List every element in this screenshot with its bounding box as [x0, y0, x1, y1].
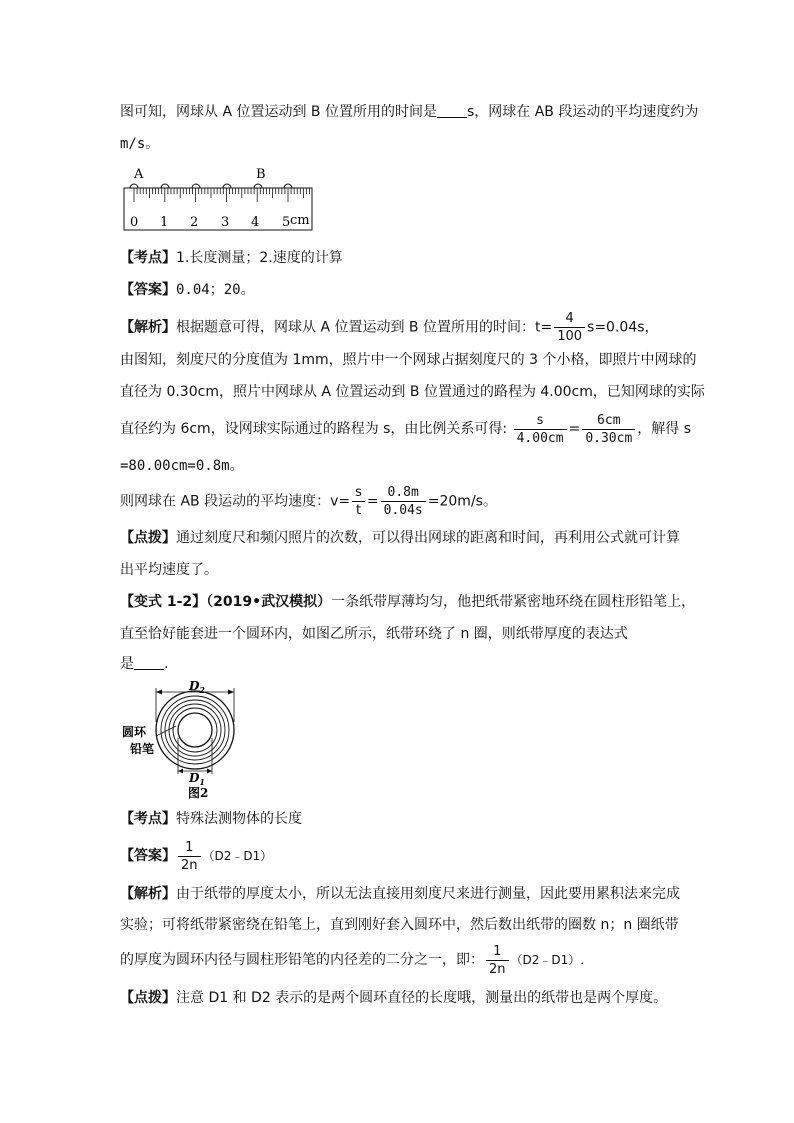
- frac-den: 4.00cm: [516, 430, 564, 446]
- dianbo-1-line-1: [120, 528, 680, 548]
- frac-num: s: [514, 412, 567, 430]
- section-label: 【解析】: [120, 319, 176, 336]
- frac-num: 6cm: [582, 412, 635, 430]
- frac-num: 4: [554, 310, 585, 328]
- fraction-r1: [514, 412, 567, 447]
- dianbo-1-line-2: 出平均速度了。: [120, 562, 218, 578]
- section-text: 通过刻度尺和频闪照片的次数，可以得出网球的距离和时间，再利用公式就可计算: [176, 530, 680, 546]
- ring-pencil-figure: [118, 678, 248, 800]
- section-text: （D2﹣D1）: [202, 849, 273, 863]
- ring: [173, 708, 217, 752]
- answer-2: [120, 838, 272, 874]
- answer-blank: [134, 655, 164, 670]
- frac-num: 1: [178, 839, 201, 857]
- jiexi-1-line-2: 由图知，刻度尺的分度值为 1mm，照片中一个网球占据刻度尺的 3 个小格，即照片中网球的: [120, 352, 697, 368]
- equals: =: [568, 421, 581, 437]
- label-b: B: [256, 167, 266, 182]
- bianshi-line-1: [120, 592, 695, 612]
- arrow: [228, 690, 234, 695]
- section-text: ，解得 s: [637, 421, 692, 437]
- ring: [169, 704, 221, 756]
- jiexi-2-line-2: 实验；可将纸带紧密绕在铅笔上，直到刚好套入圆环中，然后数出纸带的圈数 n；n 圈纸带: [120, 917, 679, 933]
- equals: =: [366, 493, 379, 510]
- section-text: 的厚度为圆环内径与圆柱形铅笔的内径差的二分之一，即：: [120, 952, 484, 968]
- jiexi-2-line-3: [120, 942, 584, 978]
- ring-label: 圆环: [122, 725, 147, 739]
- bianshi-line-3: [120, 654, 168, 674]
- tick-label: 5: [282, 215, 291, 230]
- section-label: 【解析】: [120, 886, 176, 902]
- kaodian-2: [120, 809, 302, 829]
- frac-den: t: [355, 503, 362, 518]
- frac-num: 1: [486, 943, 509, 961]
- frac-den: 0.04s: [383, 503, 423, 518]
- frac-den: 2n: [489, 961, 506, 977]
- intro-line-1: [120, 102, 698, 122]
- pencil: [178, 713, 212, 747]
- frac-den: 100: [557, 329, 583, 344]
- arrow: [156, 690, 162, 695]
- fraction-t: [554, 310, 585, 345]
- section-text: =20m/s。: [427, 493, 497, 510]
- d1-label: $D_1$: [189, 771, 205, 787]
- section-text: 由于纸带的厚度太小，所以无法直接用刻度尺来进行测量，因此要用累积法来完成: [176, 886, 680, 902]
- section-text: 0.04；20。: [176, 282, 255, 298]
- jiexi-1-line-5: =80.00cm=0.8m。: [120, 458, 244, 474]
- section-label: 【答案】: [120, 848, 176, 864]
- arrow: [178, 769, 183, 774]
- tick-label: 0: [130, 215, 139, 230]
- frac-num: s: [352, 484, 365, 502]
- fraction-r2: [582, 412, 635, 447]
- section-text: 1.长度测量；2.速度的计算: [176, 250, 343, 266]
- jiexi-1-line-1: [120, 310, 659, 345]
- bianshi-line-2: 直至恰好能套进一个圆环内，如图乙所示，纸带环绕了 n 圈，则纸带厚度的表达式: [120, 626, 628, 642]
- frac-num: 0.8m: [381, 484, 426, 502]
- fraction-jiexi: [486, 943, 509, 978]
- dianbo-2: [120, 988, 667, 1008]
- arrow: [207, 769, 212, 774]
- answer-blank: [437, 103, 467, 118]
- d2-label: $D_2$: [189, 679, 205, 695]
- tick-label: 2: [190, 215, 199, 230]
- fraction-v1: [352, 484, 365, 519]
- intro-text: 图可知，网球从 A 位置运动到 B 位置所用的时间是: [120, 104, 437, 120]
- section-text: 则网球在 AB 段运动的平均速度：v=: [120, 493, 351, 510]
- jiexi-1-line-4: [120, 411, 691, 447]
- section-text: s=0.04s，: [587, 319, 659, 336]
- kaodian-1: [120, 248, 343, 268]
- jiexi-2-line-1: [120, 884, 680, 904]
- jiexi-1-line-3: 直径为 0.30cm，照片中网球从 A 位置运动到 B 位置通过的路程为 4.00cm，已知网球的实际: [120, 384, 705, 400]
- figure-caption: 图2: [188, 786, 209, 800]
- section-label: 【点拨】: [120, 530, 176, 546]
- ruler-figure: [118, 164, 318, 234]
- section-label: 【答案】: [120, 282, 176, 298]
- intro-text-2: s，网球在 AB 段运动的平均速度约为: [466, 104, 699, 120]
- intro-line-2: m/s。: [120, 136, 160, 152]
- ring: [161, 696, 229, 764]
- section-label: 【变式 1-2】（2019•武汉模拟）: [120, 594, 332, 610]
- section-text: .: [164, 656, 169, 672]
- unit-label: cm: [290, 213, 310, 228]
- section-label: 【考点】: [120, 811, 176, 827]
- velocity-line: [120, 484, 497, 519]
- section-text: 一条纸带厚薄均匀，他把纸带紧密地环绕在圆柱形铅笔上，: [331, 594, 696, 610]
- section-text: 直径约为 6cm，设网球实际通过的路程为 s，由比例关系可得:: [120, 421, 508, 437]
- tick-label: 1: [160, 215, 169, 230]
- section-label: 【点拨】: [120, 990, 176, 1006]
- frac-den: 0.30cm: [585, 430, 633, 446]
- ring: [165, 700, 225, 760]
- tick-label: 3: [221, 215, 230, 230]
- section-label: 【考点】: [120, 250, 176, 266]
- section-text: 根据题意可得，网球从 A 位置运动到 B 位置所用的时间：t=: [176, 319, 553, 336]
- section-text: 是: [120, 656, 134, 672]
- section-text: 注意 D1 和 D2 表示的是两个圆环直径的长度哦，测量出的纸带也是两个厚度。: [176, 990, 668, 1006]
- section-text: 特殊法测物体的长度: [176, 811, 302, 827]
- frac-den: 2n: [181, 857, 198, 873]
- answer-1: [120, 280, 255, 300]
- pencil-label: 铅笔: [130, 742, 155, 756]
- label-a: A: [134, 167, 144, 182]
- section-text: （D2﹣D1）.: [510, 953, 585, 967]
- fraction-v2: [381, 484, 426, 519]
- fraction-answer: [178, 839, 201, 874]
- tick-label: 4: [251, 215, 260, 230]
